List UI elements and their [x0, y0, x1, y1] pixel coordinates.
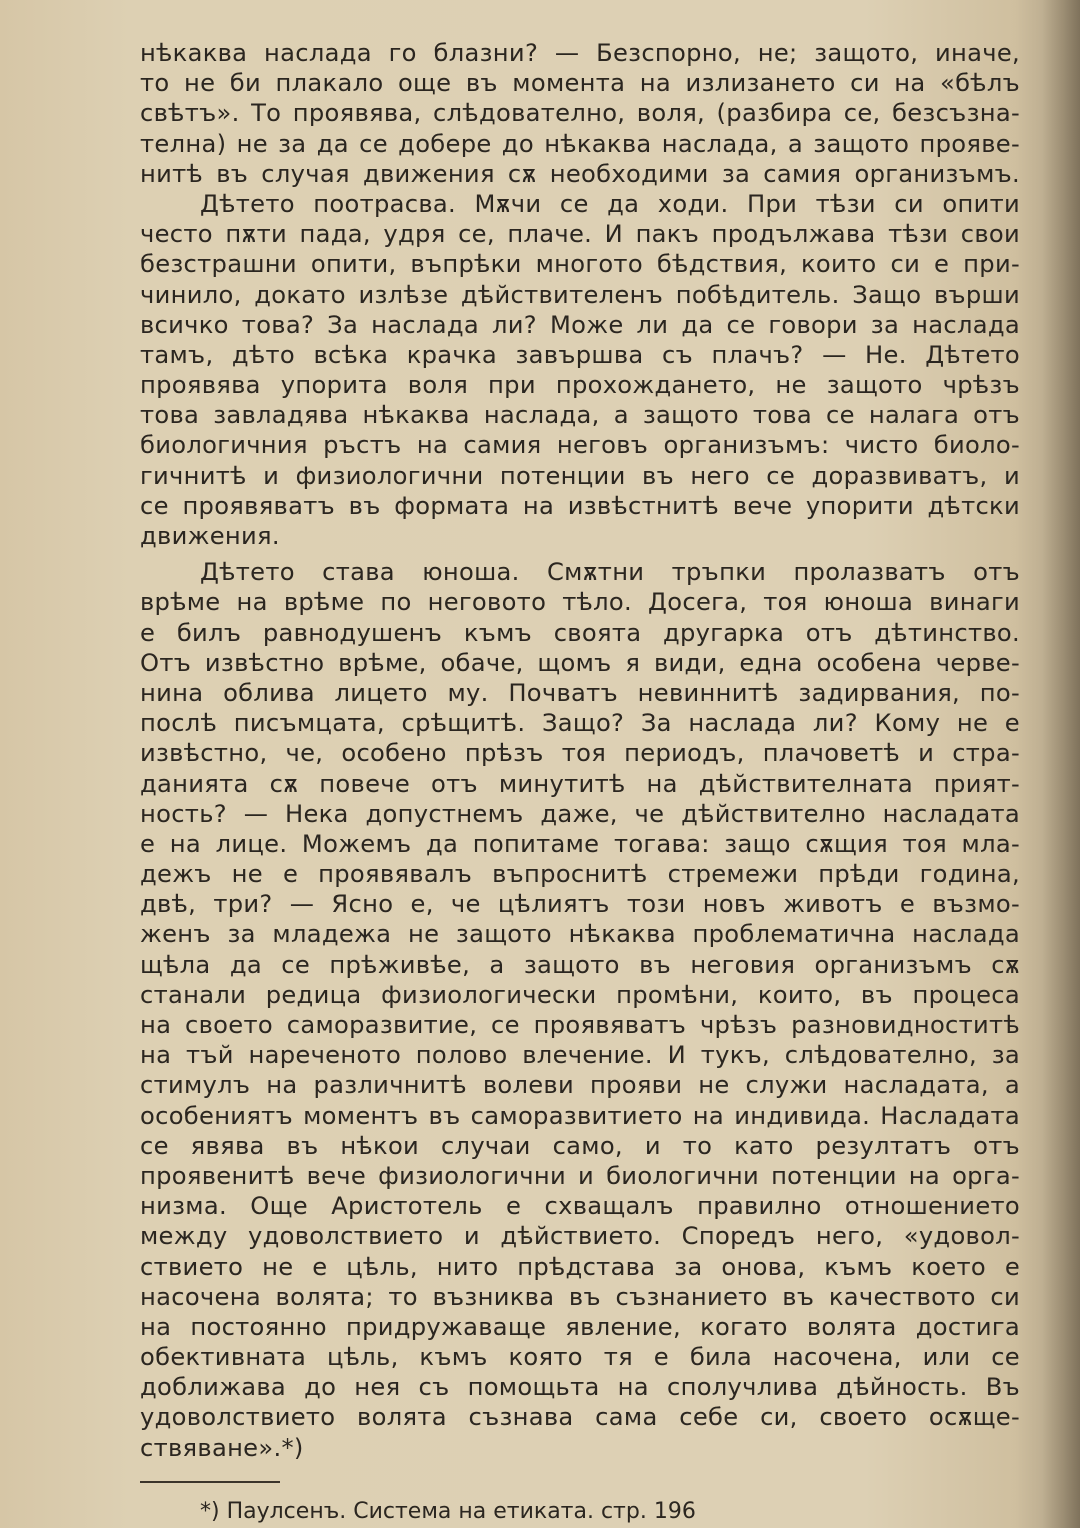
text-line: Дѣтето поотрасва. Мѫчи се да ходи. При тѣзи си опити: [200, 189, 1020, 218]
text-line: нѣкаква наслада го блазни? — Безспорно, не; защото, иначе,: [140, 39, 1020, 67]
text-line: свѣтъ». То проявява, слѣдователно, воля, (разбира се, безсъзна-: [140, 99, 1020, 128]
text-line: особениятъ моментъ въ саморазвитието на индивида. Насладата: [140, 1101, 1020, 1130]
text-line: е билъ равнодушенъ къмъ своята другарка отъ дѣтинство.: [140, 618, 1020, 647]
text-line: нитѣ въ случая движения сѫ необходими за самия организъмъ.: [140, 159, 1020, 188]
book-gutter-shadow: [1042, 0, 1080, 1528]
text-line: низма. Още Аристотель е схващалъ правилно отношението: [140, 1192, 1020, 1221]
text-line: гичнитѣ и физиологични потенции въ него се доразвиватъ, и: [140, 461, 1020, 490]
text-line: Дѣтето става юноша. Смѫтни тръпки пролазватъ отъ: [200, 558, 1020, 587]
text-line: се проявяватъ въ формата на извѣстнитѣ вече упорити дѣтски: [140, 491, 1020, 520]
text-line: на тъй нареченото полово влечение. И тукъ, слѣдователно, за: [140, 1041, 1020, 1070]
footnote: *) Паулсенъ. Система на етиката. стр. 196: [200, 1499, 696, 1524]
text-line: Отъ извѣстно врѣме, обаче, щомъ я види, една особена черве-: [140, 648, 1020, 677]
text-line: станали редица физиологически промѣни, които, въ процеса: [140, 980, 1020, 1009]
text-line: на своето саморазвитие, се проявяватъ чрѣзъ разновидноститѣ: [140, 1011, 1020, 1039]
text-line: стимулъ на различнитѣ волеви прояви не служи насладата, а: [140, 1071, 1020, 1100]
text-line: често пѫти пада, удря се, плаче. И пакъ продължава тѣзи свои: [140, 220, 1020, 249]
text-line: ствяване».*): [140, 1433, 304, 1462]
text-line: женъ за младежа не защото нѣкаква проблематична наслада: [140, 920, 1020, 949]
text-line: проявенитѣ вече физиологични и биологични потенции на орга-: [140, 1161, 1020, 1190]
text-line: щѣла да се прѣживѣе, а защото въ неговия организъмъ сѫ: [140, 950, 1020, 979]
paragraph-2: [140, 189, 1020, 551]
text-line: биологичния ръстъ на самия неговъ организъмъ: чисто биоло-: [140, 431, 1020, 460]
text-line: то не би плакало още въ момента на излизането си на «бѣлъ: [140, 69, 1020, 98]
text-line: проявява упорита воля при прохождането, не защото чрѣзъ: [140, 371, 1020, 400]
body-text: [140, 38, 1020, 1463]
paragraph-1: [140, 38, 1020, 189]
text-line: врѣме на врѣме по неговото тѣло. Досега, тоя юноша винаги: [140, 588, 1020, 617]
text-line: между удоволствието и дѣйствието. Споредъ него, «удовол-: [140, 1222, 1020, 1251]
text-line: ствието не е цѣль, нито прѣдстава за онова, къмъ което е: [140, 1252, 1020, 1281]
text-line: чинило, докато излѣзе дѣйствителенъ побѣдитель. Защо върши: [140, 280, 1020, 309]
text-line: двѣ, три? — Ясно е, че цѣлиятъ този новъ животъ е възмо-: [140, 890, 1020, 919]
text-line: телна) не за да се добере до нѣкаква наслада, а защото прояве-: [140, 129, 1020, 158]
text-line: извѣстно, че, особено прѣзъ тоя периодъ, плачоветѣ и стра-: [140, 739, 1020, 768]
text-line: това завладява нѣкаква наслада, а защото това се налага отъ: [140, 401, 1020, 430]
text-line: движения.: [140, 522, 280, 550]
text-line: данията сѫ повече отъ минутитѣ на дѣйствителната прият-: [140, 769, 1020, 798]
text-line: е на лице. Можемъ да попитаме тогава: защо сѫщия тоя мла-: [140, 829, 1020, 858]
text-line: дежъ не е проявявалъ въпроснитѣ стремежи прѣди година,: [140, 860, 1020, 889]
text-line: всичко това? За наслада ли? Може ли да се говори за наслада: [140, 310, 1020, 339]
text-line: насочена волята; то възниква въ съзнанието въ качеството си: [140, 1282, 1020, 1311]
text-line: доближава до нея съ помощьта на сполучлива дѣйность. Въ: [140, 1373, 1020, 1402]
text-line: на постоянно придружаваще явление, когато волята достига: [140, 1312, 1020, 1341]
paragraph-3: [140, 557, 1020, 1463]
text-line: удоволствието волята съзнава сама себе си, своето осѫще-: [140, 1403, 1020, 1432]
text-line: ность? — Нека допустнемъ даже, че дѣйствително насладата: [140, 799, 1020, 828]
text-line: обективната цѣль, къмъ която тя е била насочена, или се: [140, 1343, 1020, 1372]
text-line: нина облива лицето му. Почватъ невиннитѣ задирвания, по-: [140, 678, 1020, 707]
text-line: се явява въ нѣкои случаи само, и то като резултатъ отъ: [140, 1131, 1020, 1160]
text-line: тамъ, дѣто всѣка крачка завършва съ плачъ? — Не. Дѣтето: [140, 340, 1020, 369]
footnote-separator: [140, 1481, 280, 1483]
text-line: послѣ писъмцата, срѣщитѣ. Защо? За наслада ли? Кому не е: [140, 709, 1020, 738]
text-line: безстрашни опити, въпрѣки многото бѣдствия, които си е при-: [140, 250, 1020, 279]
